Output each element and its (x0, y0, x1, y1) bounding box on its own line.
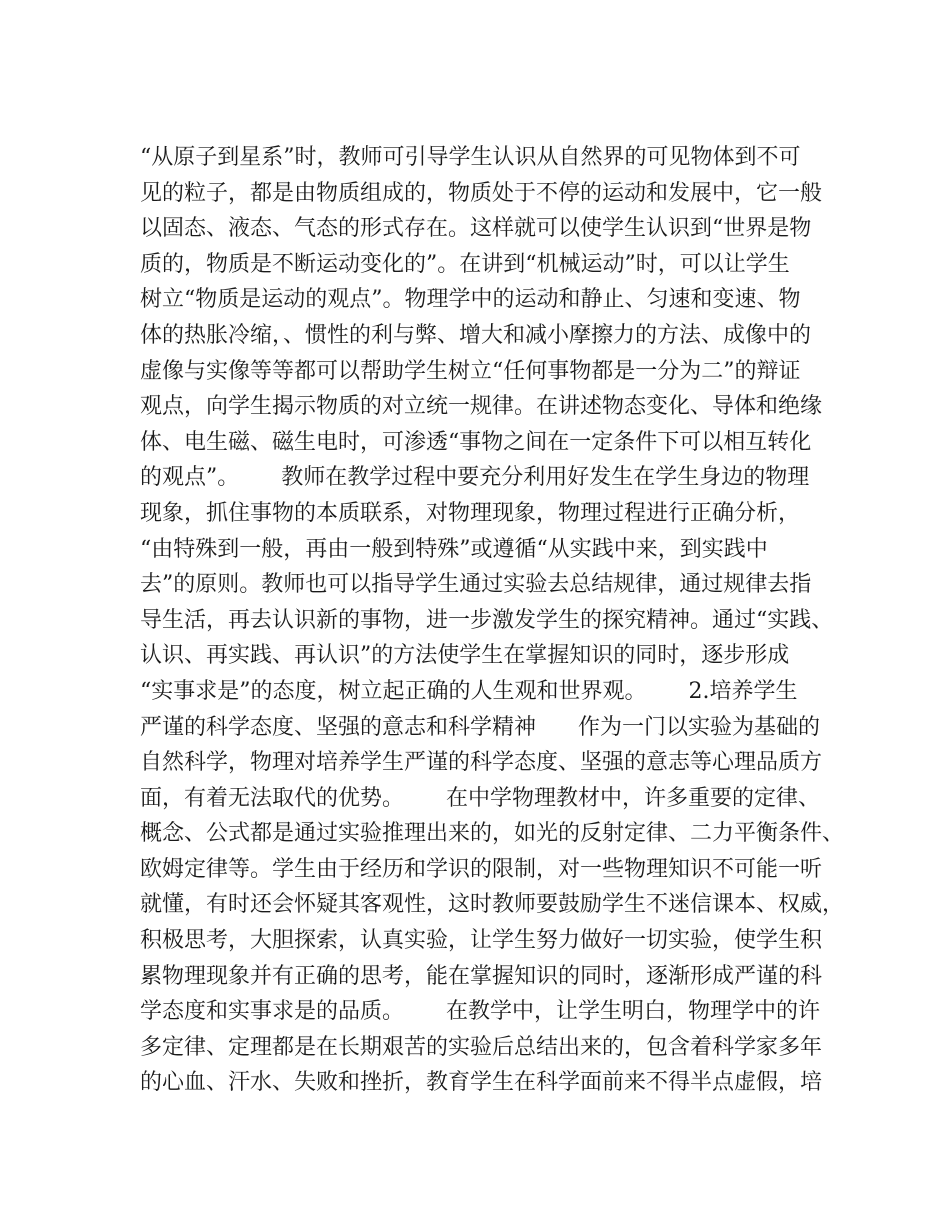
text-line: 去”的原则。教师也可以指导学生通过实验去总结规律，通过规律去指 (140, 572, 812, 598)
text-line: 质的，物质是不断运动变化的”。在讲到“机械运动”时，可以让学生 (140, 251, 790, 277)
text-line: “从原子到星系”时，教师可引导学生认识从自然界的可见物体到不可 (140, 145, 801, 170)
text-line: 以固态、液态、气态的形式存在。这样就可以使学生认识到“世界是物 (140, 216, 812, 242)
text-line: 的观点”。 教师在教学过程中要充分利用好发生在学生身边的物理 (140, 465, 810, 491)
text-line: 见的粒子，都是由物质组成的，物质处于不停的运动和发展中，它一般 (140, 180, 823, 206)
text-line: 导生活，再去认识新的事物，进一步激发学生的探究精神。通过“实践、 (140, 607, 834, 633)
text-line: 现象，抓住事物的本质联系，对物理现象，物理过程进行正确分析， (140, 500, 801, 526)
text-line: 认识、再实践、再认识”的方法使学生在掌握知识的同时，逐步形成 (140, 643, 790, 669)
body-text (140, 140, 845, 1101)
text-line: 多定律、定理都是在长期艰苦的实验后总结出来的，包含着科学家多年 (140, 1034, 823, 1060)
text-line: 体、电生磁、磁生电时，可渗透“事物之间在一定条件下可以相互转化 (140, 429, 812, 455)
text-line: 严谨的科学态度、坚强的意志和科学精神 作为一门以实验为基础的 (140, 714, 820, 740)
text-line: 树立“物质是运动的观点”。物理学中的运动和静止、匀速和变速、物 (140, 287, 801, 313)
text-line: 面，有着无法取代的优势。 在中学物理教材中，许多重要的定律、 (140, 785, 820, 811)
text-line: 学态度和实事求是的品质。 在教学中，让学生明白，物理学中的许 (140, 999, 820, 1025)
text-line: 积极思考，大胆探索，认真实验，让学生努力做好一切实验，使学生积 (140, 928, 823, 954)
text-line: 欧姆定律等。学生由于经历和学识的限制，对一些物理知识不可能一听 (140, 856, 823, 882)
text-line: 体的热胀冷缩，、惯性的利与弊、增大和减小摩擦力的方法、成像中的 (140, 322, 812, 348)
text-line: “实事求是”的态度，树立起正确的人生观和世界观。 2.培养学生 (140, 678, 798, 704)
text-line: 虚像与实像等等都可以帮助学生树立“任何事物都是一分为二”的辩证 (140, 358, 801, 384)
text-line: 自然科学，物理对培养学生严谨的科学态度、坚强的意志等心理品质方 (140, 750, 823, 776)
text-line: “由特殊到一般，再由一般到特殊”或遵循“从实践中来，到实践中 (140, 536, 768, 562)
text-line: 累物理现象并有正确的思考，能在掌握知识的同时，逐渐形成严谨的科 (140, 963, 823, 989)
text-line: 概念、公式都是通过实验推理出来的，如光的反射定律、二力平衡条件、 (140, 821, 845, 847)
text-line: 的心血、汗水、失败和挫折，教育学生在科学面前来不得半点虚假，培 (140, 1070, 823, 1096)
text-line: 就懂，有时还会怀疑其客观性，这时教师要鼓励学生不迷信课本、权威， (140, 892, 845, 918)
text-line: 观点，向学生揭示物质的对立统一规律。在讲述物态变化、导体和绝缘 (140, 394, 823, 420)
